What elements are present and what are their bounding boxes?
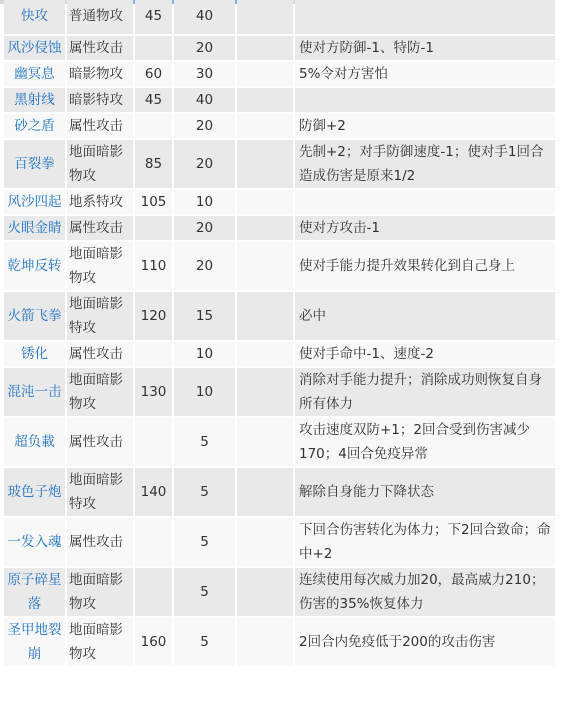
table-row <box>4 418 555 466</box>
skill-name[interactable]: 混沌一击 <box>4 368 65 416</box>
table-row <box>4 618 555 666</box>
skill-power: 105 <box>135 190 172 214</box>
table-row <box>4 368 555 416</box>
skill-pp: 20 <box>174 114 235 138</box>
table-row <box>4 468 555 516</box>
skill-name[interactable]: 火眼金睛 <box>4 216 65 240</box>
skill-type: 地面暗影物攻 <box>67 368 133 416</box>
skill-power: 60 <box>135 62 172 86</box>
skill-name[interactable]: 玻色子炮 <box>4 468 65 516</box>
skill-effect: 5%令对方害怕 <box>295 62 555 86</box>
skill-name[interactable]: 锈化 <box>4 342 65 366</box>
blank-cell <box>237 568 293 616</box>
skill-pp: 20 <box>174 216 235 240</box>
table-row <box>4 568 555 616</box>
skill-pp: 10 <box>174 368 235 416</box>
skill-name[interactable]: 风沙侵蚀 <box>4 36 65 60</box>
right-margin <box>555 0 568 715</box>
skill-power <box>135 518 172 566</box>
skill-type: 地系特攻 <box>67 190 133 214</box>
skill-name[interactable]: 火箭飞拳 <box>4 292 65 340</box>
skill-pp: 20 <box>174 140 235 188</box>
skill-effect: 消除对手能力提升；消除成功则恢复自身所有体力 <box>295 368 555 416</box>
skill-type: 属性攻击 <box>67 114 133 138</box>
blank-cell <box>237 216 293 240</box>
skill-type: 地面暗影物攻 <box>67 568 133 616</box>
skill-name[interactable]: 快攻 <box>4 0 65 34</box>
table-row <box>4 0 555 34</box>
skill-effect: 防御+2 <box>295 114 555 138</box>
table-row <box>4 36 555 60</box>
skill-pp: 5 <box>174 568 235 616</box>
skill-effect <box>295 88 555 112</box>
skill-power: 85 <box>135 140 172 188</box>
blank-cell <box>237 62 293 86</box>
skill-power: 110 <box>135 242 172 290</box>
skill-type: 地面暗影特攻 <box>67 468 133 516</box>
table-row <box>4 342 555 366</box>
blank-cell <box>237 468 293 516</box>
skill-power <box>135 114 172 138</box>
skill-power <box>135 36 172 60</box>
skill-pp: 5 <box>174 418 235 466</box>
skill-name[interactable]: 圣甲地裂崩 <box>4 618 65 666</box>
blank-cell <box>237 618 293 666</box>
skill-name[interactable]: 黑射线 <box>4 88 65 112</box>
skill-power: 140 <box>135 468 172 516</box>
blank-cell <box>237 292 293 340</box>
table-row <box>4 518 555 566</box>
table-row <box>4 242 555 290</box>
skill-name[interactable]: 乾坤反转 <box>4 242 65 290</box>
skill-power: 120 <box>135 292 172 340</box>
blank-cell <box>237 418 293 466</box>
skill-pp: 5 <box>174 518 235 566</box>
skill-power: 130 <box>135 368 172 416</box>
skill-type: 地面暗影特攻 <box>67 292 133 340</box>
skill-effect: 连续使用每次威力加20，最高威力210；伤害的35%恢复体力 <box>295 568 555 616</box>
table-row <box>4 216 555 240</box>
blank-cell <box>237 242 293 290</box>
table-row <box>4 88 555 112</box>
blank-cell <box>237 114 293 138</box>
skill-type: 属性攻击 <box>67 418 133 466</box>
skill-effect: 必中 <box>295 292 555 340</box>
skill-effect: 使对方防御-1、特防-1 <box>295 36 555 60</box>
skill-power <box>135 216 172 240</box>
blank-cell <box>237 518 293 566</box>
skill-power: 160 <box>135 618 172 666</box>
skill-effect: 使对手命中-1、速度-2 <box>295 342 555 366</box>
blank-cell <box>237 368 293 416</box>
skill-name[interactable]: 原子碎星落 <box>4 568 65 616</box>
skill-pp: 10 <box>174 190 235 214</box>
skill-table <box>2 0 555 668</box>
skill-pp: 40 <box>174 0 235 34</box>
blank-cell <box>237 0 293 34</box>
skill-type: 属性攻击 <box>67 518 133 566</box>
skill-effect: 解除自身能力下降状态 <box>295 468 555 516</box>
skill-name[interactable]: 一发入魂 <box>4 518 65 566</box>
skill-type: 地面暗影物攻 <box>67 618 133 666</box>
skill-name[interactable]: 百裂拳 <box>4 140 65 188</box>
skill-name[interactable]: 风沙四起 <box>4 190 65 214</box>
blank-cell <box>237 140 293 188</box>
blank-cell <box>237 190 293 214</box>
skill-effect: 2回合内免疫低于200的攻击伤害 <box>295 618 555 666</box>
skill-effect: 下回合伤害转化为体力；下2回合致命；命中+2 <box>295 518 555 566</box>
skill-pp: 20 <box>174 242 235 290</box>
skill-pp: 5 <box>174 468 235 516</box>
skill-effect <box>295 0 555 34</box>
skill-name[interactable]: 砂之盾 <box>4 114 65 138</box>
skill-power <box>135 568 172 616</box>
skill-type: 属性攻击 <box>67 36 133 60</box>
skill-power <box>135 342 172 366</box>
table-row <box>4 292 555 340</box>
skill-effect: 攻击速度双防+1；2回合受到伤害减少170；4回合免疫异常 <box>295 418 555 466</box>
skill-pp: 15 <box>174 292 235 340</box>
skill-pp: 5 <box>174 618 235 666</box>
table-row <box>4 114 555 138</box>
blank-cell <box>237 88 293 112</box>
table-row <box>4 62 555 86</box>
skill-type: 属性攻击 <box>67 342 133 366</box>
skill-type: 地面暗影物攻 <box>67 140 133 188</box>
skill-type: 地面暗影物攻 <box>67 242 133 290</box>
skill-power: 45 <box>135 88 172 112</box>
skill-name[interactable]: 幽冥息 <box>4 62 65 86</box>
blank-cell <box>237 36 293 60</box>
skill-type: 普通物攻 <box>67 0 133 34</box>
table-row <box>4 140 555 188</box>
skill-pp: 30 <box>174 62 235 86</box>
skill-power: 45 <box>135 0 172 34</box>
skill-effect: 使对手能力提升效果转化到自己身上 <box>295 242 555 290</box>
skill-type: 暗影物攻 <box>67 62 133 86</box>
skill-type: 属性攻击 <box>67 216 133 240</box>
table-row <box>4 190 555 214</box>
skill-pp: 10 <box>174 342 235 366</box>
skill-pp: 40 <box>174 88 235 112</box>
skill-pp: 20 <box>174 36 235 60</box>
skill-power <box>135 418 172 466</box>
skill-effect <box>295 190 555 214</box>
skill-type: 暗影特攻 <box>67 88 133 112</box>
skill-effect: 先制+2；对手防御速度-1；使对手1回合造成伤害是原来1/2 <box>295 140 555 188</box>
skill-effect: 使对方攻击-1 <box>295 216 555 240</box>
blank-cell <box>237 342 293 366</box>
skill-name[interactable]: 超负載 <box>4 418 65 466</box>
